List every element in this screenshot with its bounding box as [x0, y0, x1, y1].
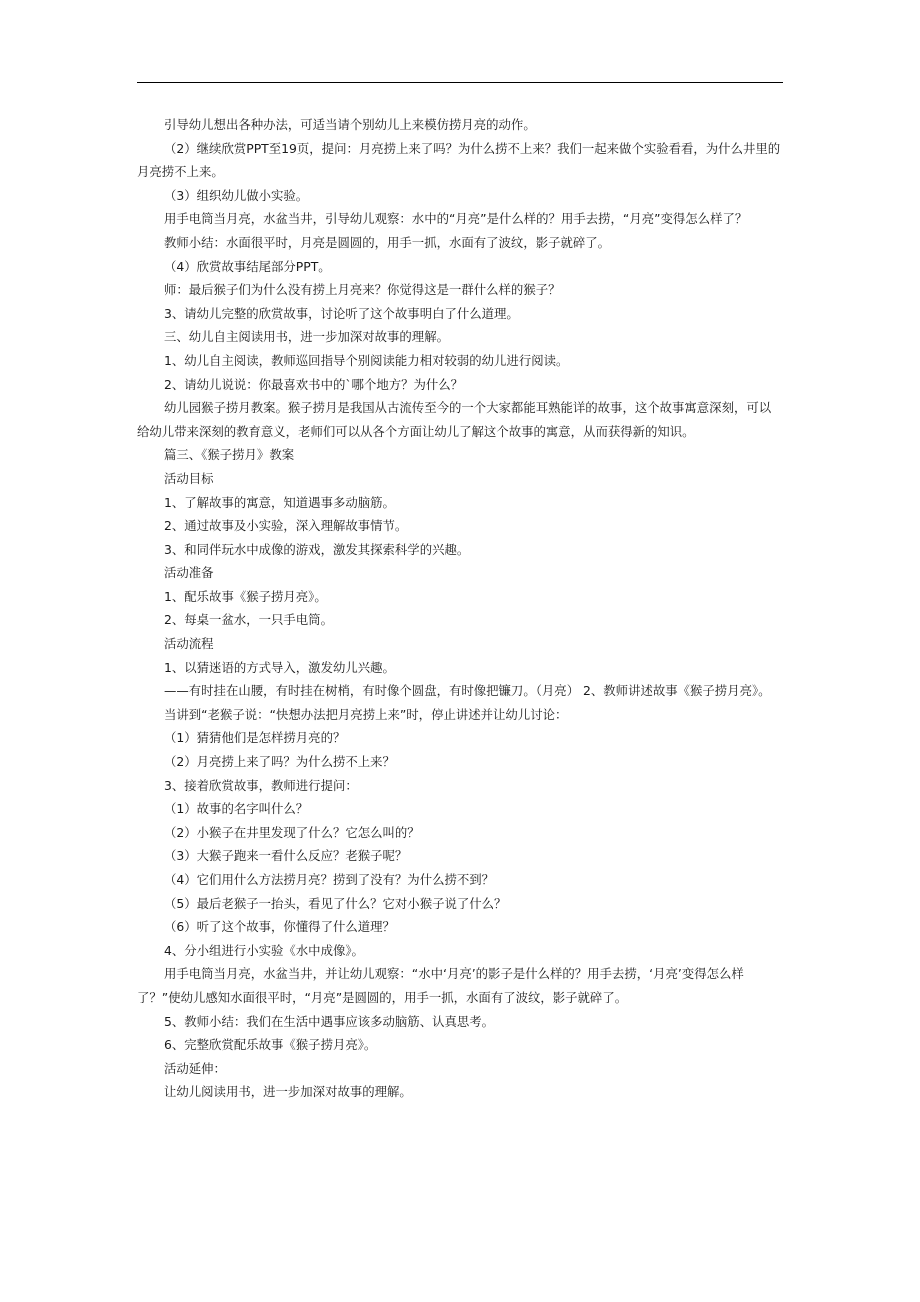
paragraph: 师：最后猴子们为什么没有捞上月亮来？你觉得这是一群什么样的猴子？ [164, 282, 561, 298]
subsection-heading: 活动延伸： [164, 1060, 226, 1076]
paragraph: 用手电筒当月亮，水盆当井，并让幼儿观察：“水中‘月亮’的影子是什么样的？用手去捞，‘月亮’变得怎么样了？”使幼儿感知水面很平时，“月亮”是圆圆的，用手一抓，水面有了波纹，影子就碎了。 [137, 966, 744, 1005]
list-item: （1）猜猜他们是怎样捞月亮的？ [164, 730, 346, 746]
paragraph: 幼儿园猴子捞月教案。猴子捞月是我国从古流传至今的一个大家都能耳熟能详的故事，这个故事寓意深刻，可以给幼儿带来深刻的教育意义，老师们可以从各个方面让幼儿了解这个故事的寓意，从而获得新的知识。 [137, 400, 772, 439]
paragraph: 用手电筒当月亮，水盆当井，引导幼儿观察：水中的“月亮”是什么样的？用手去捞，“月亮”变得怎么样了？ [164, 211, 748, 227]
list-item: 2、每桌一盆水，一只手电筒。 [164, 612, 333, 628]
document-body [137, 113, 783, 1104]
list-item: 6、完整欣赏配乐故事《猴子捞月亮》。 [164, 1037, 377, 1053]
list-item: （6）听了这个故事，你懂得了什么道理？ [164, 919, 395, 935]
paragraph: ——有时挂在山腰，有时挂在树梢，有时像个圆盘，有时像把镰刀。（月亮） 2、教师讲述故事《猴子捞月亮》。 [164, 683, 771, 699]
list-item: （2）月亮捞上来了吗？为什么捞不上来？ [164, 754, 395, 770]
list-item: 1、配乐故事《猴子捞月亮》。 [164, 588, 327, 604]
paragraph: 教师小结：水面很平时，月亮是圆圆的，用手一抓，水面有了波纹，影子就碎了。 [164, 234, 611, 250]
list-item: 4、分小组进行小实验《水中成像》。 [164, 942, 364, 958]
list-item: （2）小猴子在井里发现了什么？它怎么叫的？ [164, 824, 420, 840]
list-item: （4）它们用什么方法捞月亮？捞到了没有？为什么捞不到？ [164, 872, 495, 887]
subsection-heading: 活动流程 [164, 636, 214, 652]
list-item: 1、了解故事的寓意，知道遇事多动脑筋。 [164, 494, 395, 510]
list-item: （5）最后老猴子一抬头，看见了什么？它对小猴子说了什么？ [164, 895, 507, 911]
list-item: （1）故事的名字叫什么？ [164, 801, 309, 817]
paragraph: （4）欣赏故事结尾部分PPT。 [164, 258, 331, 274]
paragraph: 1、幼儿自主阅读，教师巡回指导个别阅读能力相对较弱的幼儿进行阅读。 [164, 352, 569, 368]
list-item: 5、教师小结：我们在生活中遇事应该多动脑筋、认真思考。 [164, 1013, 495, 1029]
header-rule [137, 82, 783, 83]
paragraph: （2）继续欣赏PPT至19页，提问：月亮捞上来了吗？为什么捞不上来？我们一起来做个实验看看，为什么井里的月亮捞不上来。 [137, 140, 781, 180]
list-item: 3、和同伴玩水中成像的游戏，激发其探索科学的兴趣。 [164, 541, 470, 557]
subsection-heading: 活动准备 [164, 565, 214, 581]
paragraph: （3）组织幼儿做小实验。 [164, 187, 309, 203]
paragraph: 引导幼儿想出各种办法，可适当请个别幼儿上来模仿捞月亮的动作。 [164, 117, 536, 132]
chapter-heading: 篇三、《猴子捞月》教案 [164, 447, 295, 463]
paragraph: 3、请幼儿完整的欣赏故事，讨论听了这个故事明白了什么道理。 [164, 305, 519, 321]
list-item: 3、接着欣赏故事，教师进行提问： [164, 777, 358, 793]
subsection-heading: 活动目标 [164, 470, 214, 486]
list-item: 2、通过故事及小实验，深入理解故事情节。 [164, 518, 408, 534]
paragraph: 当讲到“老猴子说：“快想办法把月亮捞上来”时，停止讲述并让幼儿讨论： [164, 706, 568, 722]
section-heading: 三、幼儿自主阅读用书，进一步加深对故事的理解。 [164, 329, 449, 345]
paragraph: 2、请幼儿说说：你最喜欢书中的`哪个地方？为什么？ [164, 376, 464, 392]
list-item: （3）大猴子跑来一看什么反应？老猴子呢？ [164, 848, 408, 864]
paragraph: 让幼儿阅读用书，进一步加深对故事的理解。 [164, 1084, 412, 1100]
list-item: 1、以猜迷语的方式导入，激发幼儿兴趣。 [164, 659, 395, 675]
